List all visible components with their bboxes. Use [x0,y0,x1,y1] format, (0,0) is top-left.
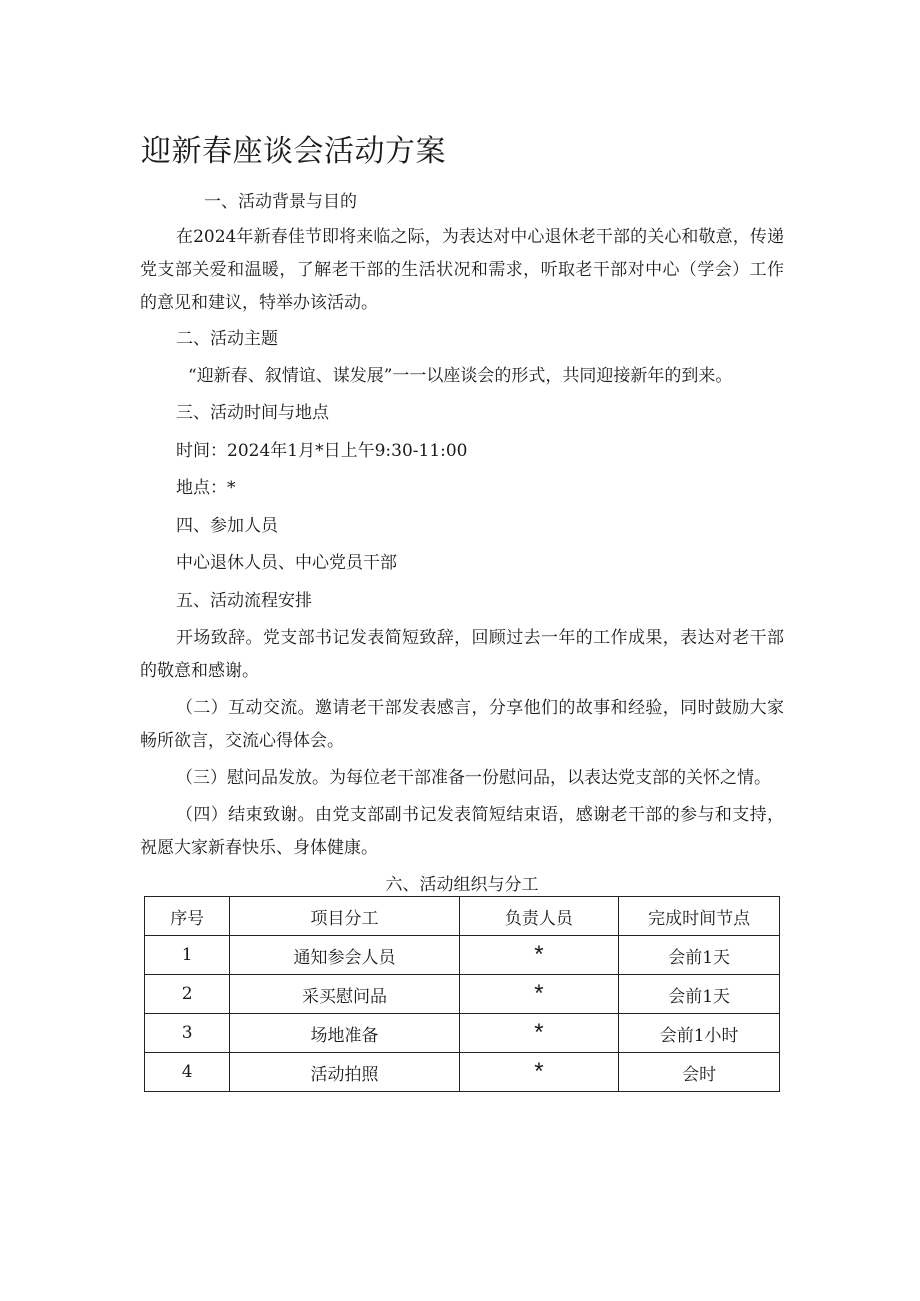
table-row [145,1014,780,1053]
row-task: 场地准备 [230,1014,459,1053]
section-1-heading: 一、活动背景与目的 [204,192,357,212]
section-5-item-3: （三）慰问品发放。为每位老干部准备一份慰问品，以表达党支部的关怀之情。 [176,768,771,788]
row-deadline: 会前1天 [619,936,780,975]
row-number: 1 [145,936,230,975]
row-number: 2 [145,975,230,1014]
section-3-time: 时间：2024年1月*日上午9:30-11:00 [176,441,468,461]
section-5-heading: 五、活动流程安排 [176,591,312,611]
row-task: 采买慰问品 [230,975,459,1014]
section-4-text: 中心退休人员、中心党员干部 [176,553,397,573]
row-deadline: 会时 [619,1053,780,1092]
row-number: 4 [145,1053,230,1092]
row-task: 活动拍照 [230,1053,459,1092]
division-table [144,896,780,1092]
document-title: 迎新春座谈会活动方案 [141,134,446,169]
row-person: * [459,1014,619,1053]
section-2-heading: 二、活动主题 [176,329,278,349]
row-person: * [459,1053,619,1092]
section-3-heading: 三、活动时间与地点 [176,403,329,423]
section-6-heading: 六、活动组织与分工 [385,875,539,895]
row-task: 通知参会人员 [230,936,459,975]
section-1-text: 在2024年新春佳节即将来临之际，为表达对中心退休老干部的关心和敬意，传递党支部关爱和温暖，了解老干部的生活状况和需求，听取老干部对中心（学会）工作的意见和建议，特举办该活动。 [140,227,784,313]
header-number: 序号 [145,897,230,936]
table-row [145,1053,780,1092]
section-5-item-1: 开场致辞。党支部书记发表简短致辞，回顾过去一年的工作成果，表达对老干部的敬意和感谢。 [140,628,784,681]
section-2-text: “迎新春、叙情谊、谋发展”一一以座谈会的形式，共同迎接新年的到来。 [188,366,733,386]
header-task: 项目分工 [230,897,459,936]
table-row [145,936,780,975]
section-3-place: 地点：* [176,478,236,498]
header-deadline: 完成时间节点 [619,897,780,936]
row-person: * [459,936,619,975]
header-person: 负责人员 [459,897,619,936]
row-deadline: 会前1天 [619,975,780,1014]
section-5-item-2: （二）互动交流。邀请老干部发表感言，分享他们的故事和经验，同时鼓励大家畅所欲言，交流心得体会。 [140,698,784,751]
row-number: 3 [145,1014,230,1053]
section-5-item-4: （四）结束致谢。由党支部副书记发表简短结束语，感谢老干部的参与和支持，祝愿大家新春快乐、身体健康。 [140,805,784,858]
table-header-row [145,897,780,936]
row-deadline: 会前1小时 [619,1014,780,1053]
section-4-heading: 四、参加人员 [176,516,278,536]
table-row [145,975,780,1014]
row-person: * [459,975,619,1014]
